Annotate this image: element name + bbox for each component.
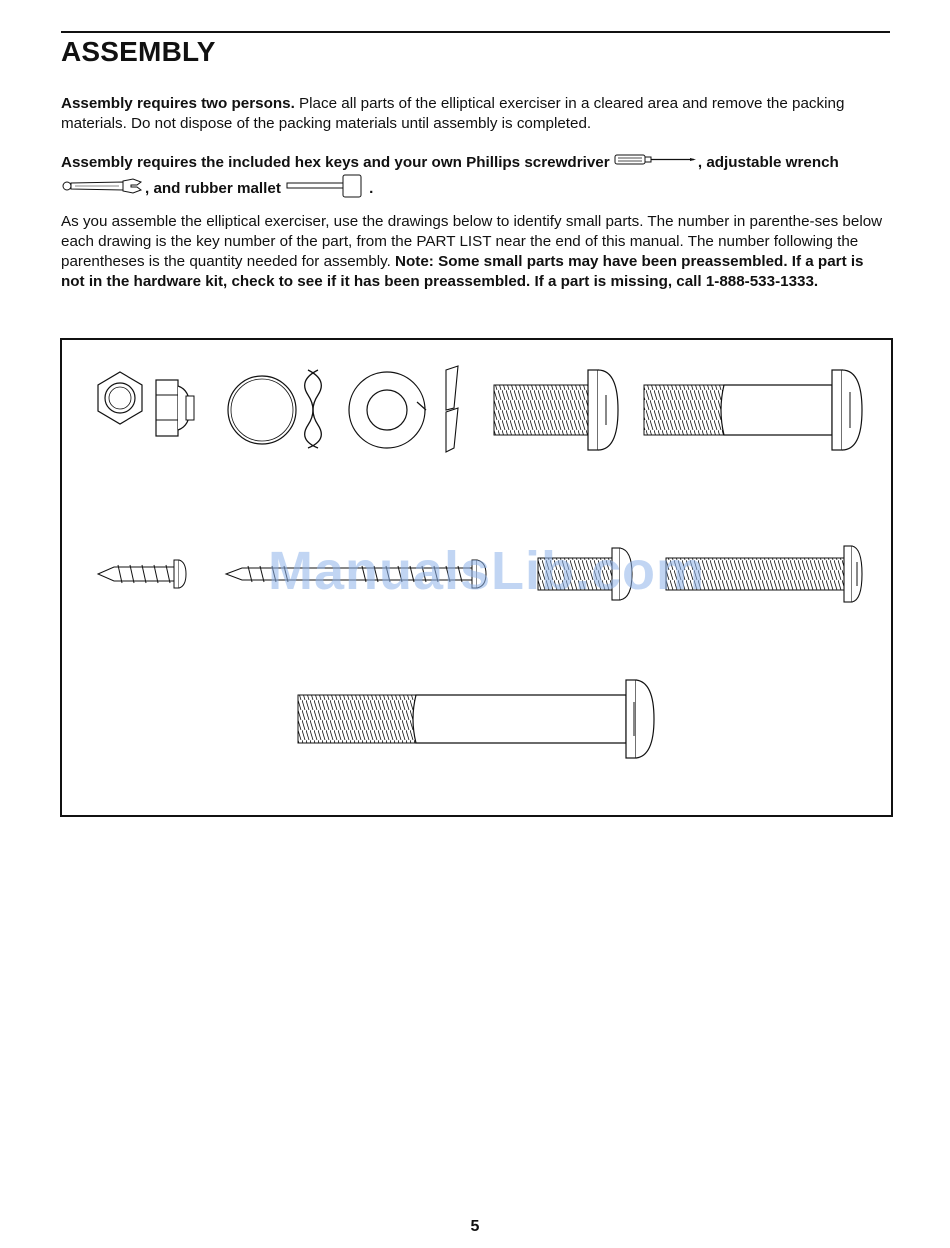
long-shoulder-bolt-icon <box>298 680 654 758</box>
lock-washer-side-icon <box>446 366 458 452</box>
long-machine-bolt-icon <box>666 546 862 602</box>
instructions-text: As you assemble the elliptical exerciser, use the drawings below to identify small parts. The number in parenthe-ses below each drawing is the key number of the part, from the PART LIST near the end of this manual. The number following the parentheses is the quantity needed for assembly. <box>61 213 883 270</box>
instructions-note: Note: Some small parts may have been preassembled. If a part is not in the hardware kit, check to see if it has been preassembled. If a part is missing, call 1-888-533-1333. <box>61 253 864 290</box>
page-title: ASSEMBLY <box>61 36 216 67</box>
nylon-locknut-icon <box>156 380 194 436</box>
medium-machine-bolt-icon <box>538 548 632 600</box>
mallet-icon <box>285 173 369 205</box>
long-screw-icon <box>226 560 486 588</box>
header-rule <box>61 31 890 33</box>
flat-washer-icon <box>228 376 296 444</box>
instructions-paragraph <box>61 212 891 292</box>
page-number: 5 <box>470 1218 480 1235</box>
intro-lead: Assembly requires two persons. <box>61 95 295 112</box>
tools-paragraph <box>61 153 891 205</box>
wave-washer-icon <box>305 370 322 448</box>
shoulder-bolt-icon <box>644 370 862 450</box>
tools-text-3: , and rubber mallet <box>145 180 281 198</box>
short-bolt-icon <box>494 370 618 450</box>
tools-text-1: Assembly requires the included hex keys and your own Phillips screwdriver <box>61 154 610 172</box>
intro-paragraph <box>61 94 891 134</box>
intro-text: Place all parts of the elliptical exerciser in a cleared area and remove the packing materials. Do not dispose of the packing materials until assembly is completed. <box>61 95 845 132</box>
split-lock-washer-icon <box>349 372 426 448</box>
parts-identification-box <box>60 338 893 817</box>
small-screw-icon <box>98 560 186 588</box>
hex-nut-icon <box>98 372 142 424</box>
watermark: ManualsLib.com <box>268 541 706 601</box>
wrench-icon <box>61 177 145 201</box>
parts-drawings <box>62 340 891 815</box>
screwdriver-icon <box>614 153 698 173</box>
tools-text-4: . <box>369 180 374 198</box>
tools-text-2: , adjustable wrench <box>697 154 839 172</box>
